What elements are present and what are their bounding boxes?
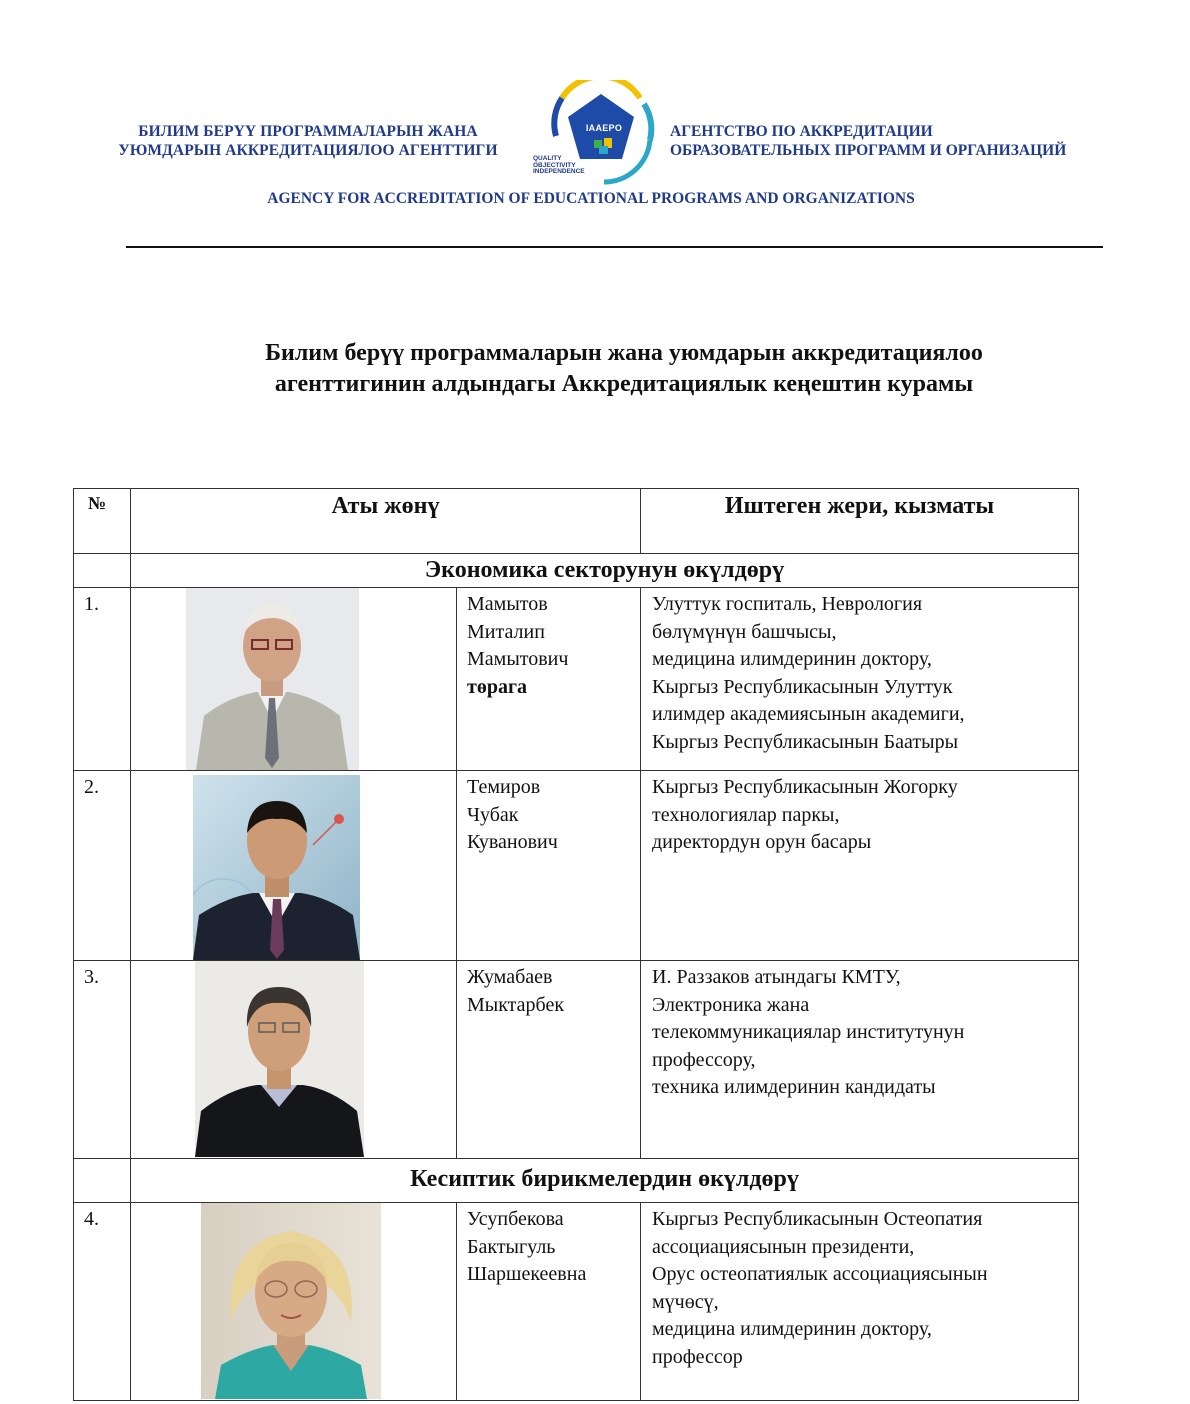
table-row [74,588,1079,771]
column-header-number: № [74,489,131,554]
section-label-economy: Экономика секторунун өкүлдөрү [131,554,1079,588]
document-title-line2: агенттигинин алдындагы Аккредитациялык кеңештин курамы [274,371,974,397]
member-name: Мамытов Миталип Мамытович төрага [457,588,641,771]
member-photo [193,775,360,960]
logo-tag-quality: QUALITY [533,155,562,162]
agency-name-english: AGENCY FOR ACCREDITATION OF EDUCATIONAL PROGRAMS AND ORGANIZATIONS [267,190,915,207]
member-name: Усупбекова Бактыгуль Шаршекеевна [457,1203,641,1401]
agency-name-kyrgyz-line2: УЮМДАРЫН АККРЕДИТАЦИЯЛОО АГЕНТТИГИ [118,142,498,159]
member-position: Кыргыз Республикасынын Остеопатия ассоциациясынын президенти, Орус остеопатиялык ассоциациясынын мүчөсү, медицина илимдеринин доктору, профессор [641,1203,1079,1401]
council-roster-table [73,488,1079,1401]
agency-logo [528,80,664,188]
column-header-position: Иштеген жери, кызматы [641,489,1079,554]
table-row [74,1203,1079,1401]
member-name: Темиров Чубак Куванович [457,771,641,961]
member-position: Кыргыз Республикасынын Жогорку технологиялар паркы, директордун орун басары [641,771,1079,961]
row-number: 4. [74,1203,131,1401]
section-label-professional: Кесиптик бирикмелердин өкүлдөрү [131,1159,1079,1203]
row-number: 2. [74,771,131,961]
table-row [74,961,1079,1159]
logo-tag-objectivity: OBJECTIVITY [533,161,576,169]
member-role: төрага [467,675,528,698]
agency-name-kyrgyz [80,122,536,160]
table-row [74,771,1079,961]
member-photo [195,961,364,1157]
member-photo [201,1203,381,1399]
agency-name-russian-line2: ОБРАЗОВАТЕЛЬНЫХ ПРОГРАММ И ОРГАНИЗАЦИЙ [670,142,1067,159]
table-header-row [74,489,1079,554]
agency-name-russian [670,122,1170,160]
logo-name: IAAEPO [585,123,623,133]
document-title [160,338,1088,400]
agency-name-kyrgyz-line1: БИЛИМ БЕРҮҮ ПРОГРАММАЛАРЫН ЖАНА [138,123,478,140]
column-header-name: Аты жөнү [131,489,641,554]
member-position: Улуттук госпиталь, Неврология бөлүмүнүн башчысы, медицина илимдеринин доктору, Кыргыз Республикасынын Улуттук илимдер академиясынын академиги, Кыргыз Республикасынын Баатыры [641,588,1079,771]
section-row [74,554,1079,588]
member-position: И. Раззаков атындагы КМТУ, Электроника жана телекоммуникациялар институтунун профессору, техника илимдеринин кандидаты [641,961,1079,1159]
header-divider [126,246,1103,248]
section-row [74,1159,1079,1203]
row-number: 3. [74,961,131,1159]
member-name: Жумабаев Мыктарбек [457,961,641,1159]
document-title-line1: Билим берүү программаларын жана уюмдарын аккредитациялоо [265,340,983,366]
row-number: 1. [74,588,131,771]
logo-tag-independence: INDEPENDENCE [533,168,585,175]
agency-name-russian-line1: АГЕНТСТВО ПО АККРЕДИТАЦИИ [670,123,933,140]
member-photo [186,588,359,770]
logo-tagline [533,156,603,176]
